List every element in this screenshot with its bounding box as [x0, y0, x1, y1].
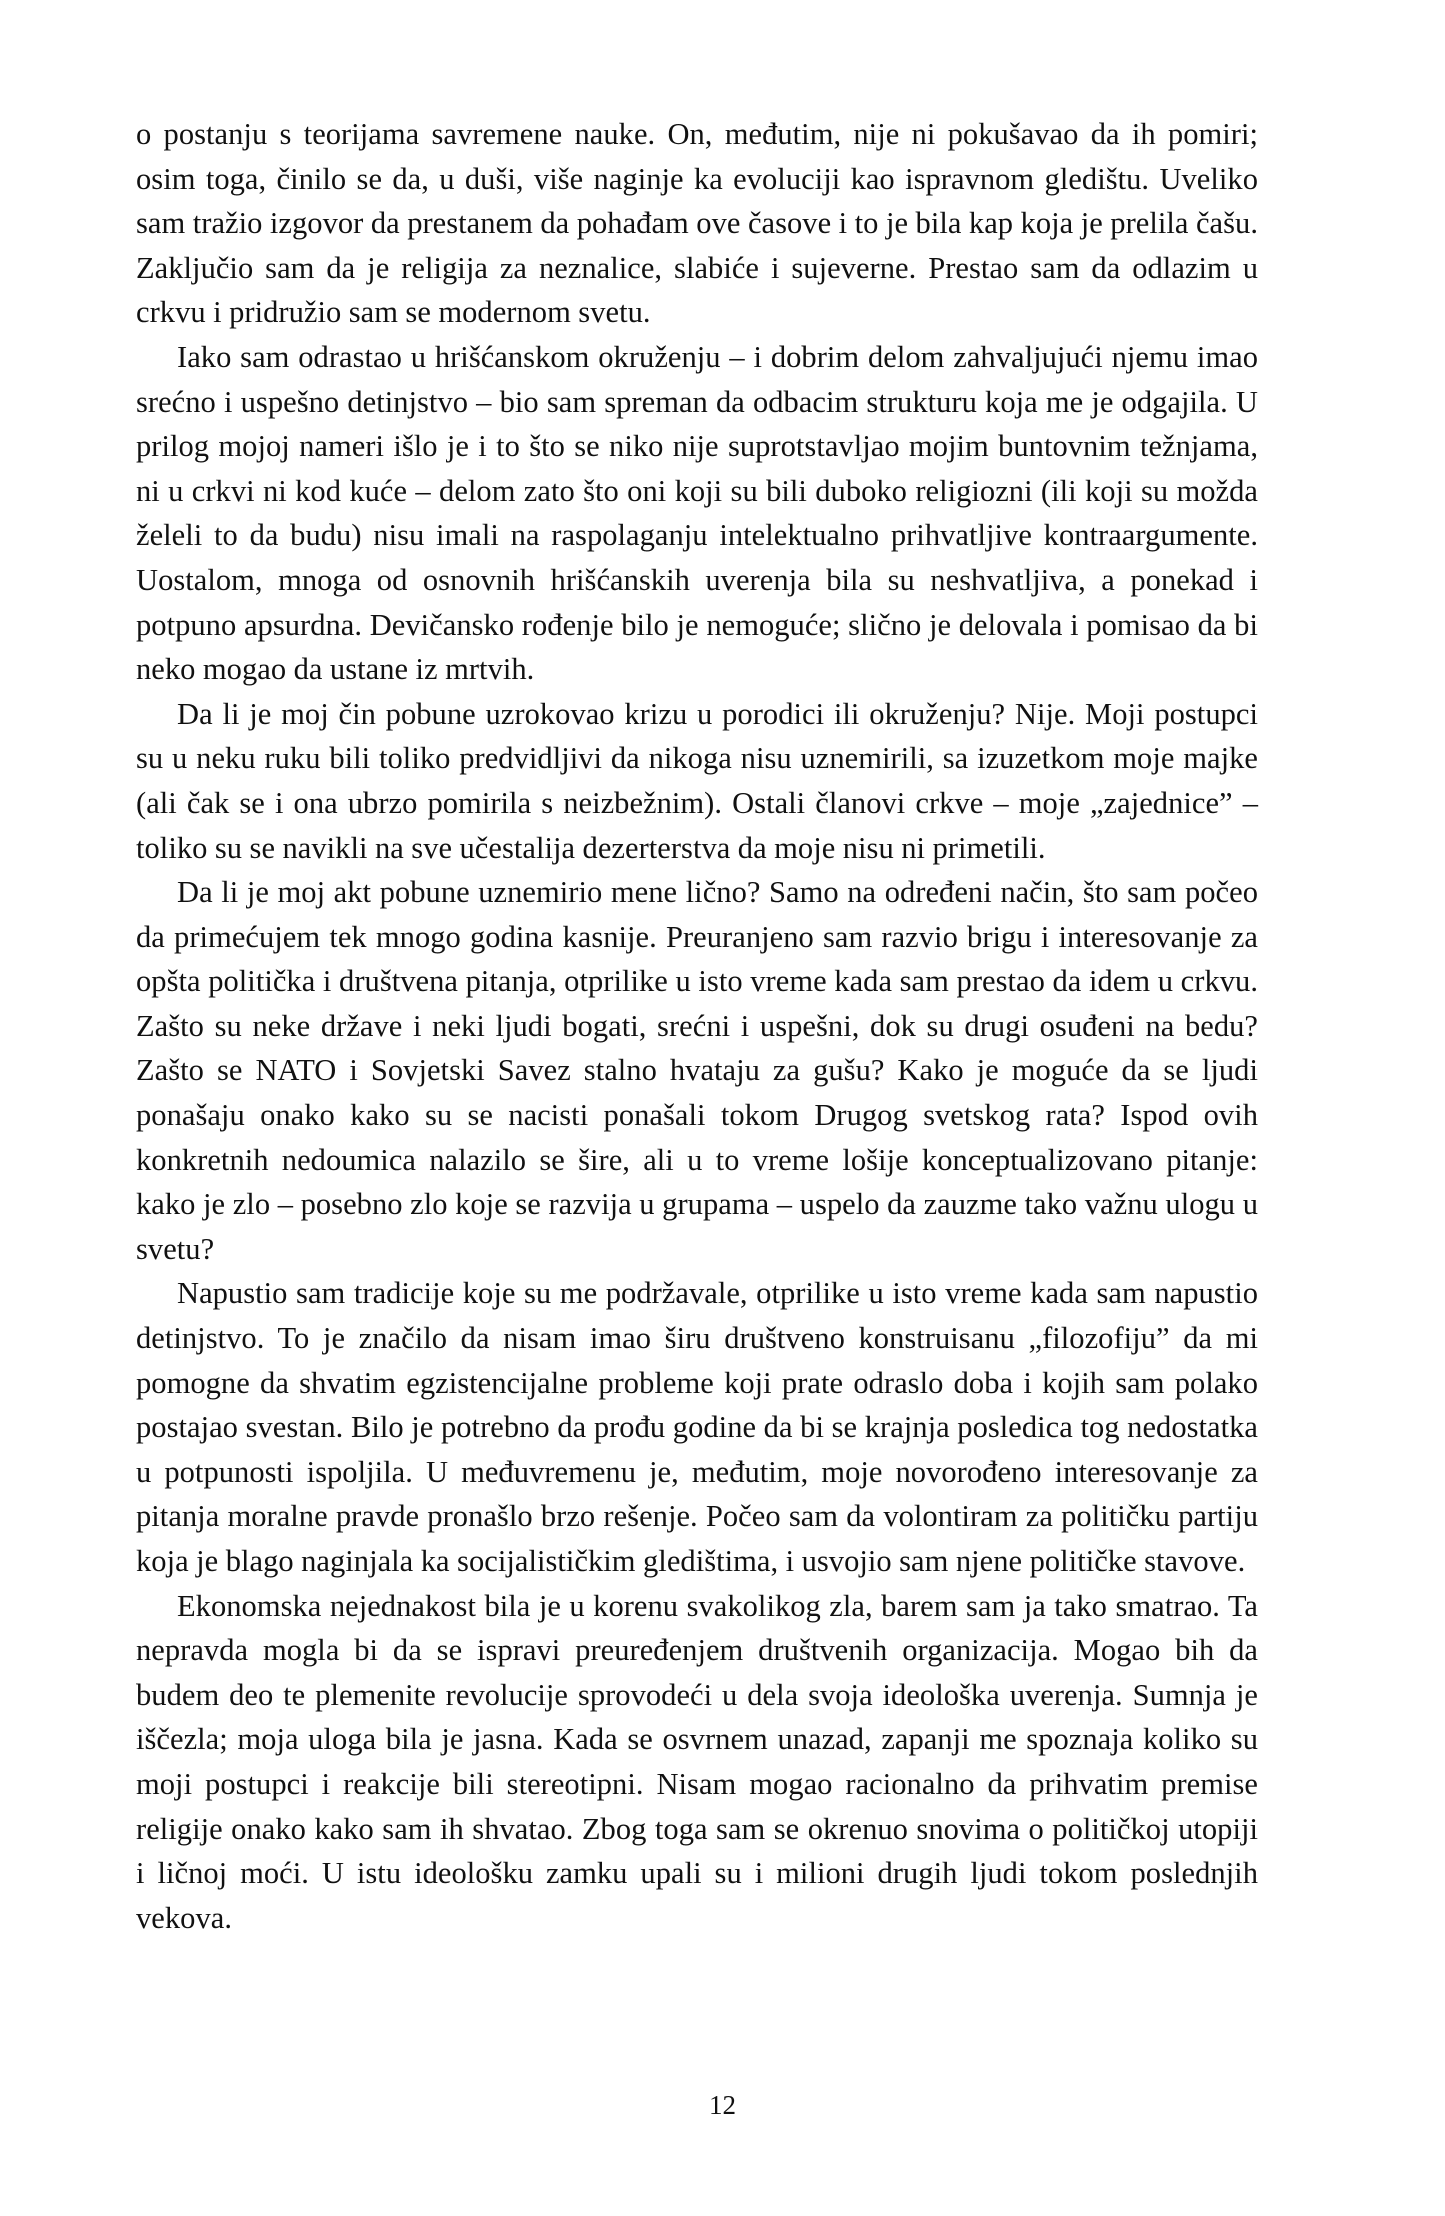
- paragraph-1: o postanju s teorijama savremene nauke. On, međutim, nije ni pokušavao da ih pomiri; osim toga, činilo se da, u duši, više naginje ka evoluciji kao ispravnom gledištu. Uveliko sam tražio izgovor da prestanem da pohađam ove časove i to je bila kap koja je prelila čašu. Zaključio sam da je religija za neznalice, slabiće i sujeverne. Prestao sam da odlazim u crkvu i pridružio sam se modernom svetu.: [136, 117, 1258, 330]
- paragraph-6: Ekonomska nejednakost bila je u korenu svakolikog zla, barem sam ja tako smatrao. Ta nepravda mogla bi da se ispravi preuređenjem društvenih organizacija. Mogao bih da budem deo te plemenite revolucije sprovodeći u dela svoja ideološka uverenja. Sumnja je iščezla; moja uloga bila je jasna. Kada se osvrnem unazad, zapanji me spoznaja koliko su moji postupci i reakcije bili stereotipni. Nisam mogao racionalno da prihvatim premise religije onako kako sam ih shvatao. Zbog toga sam se okrenuo snovima o političkoj utopiji i ličnoj moći. U istu ideološku zamku upali su i milioni drugih ljudi tokom poslednjih vekova.: [136, 1588, 1258, 1935]
- paragraph-3: Da li je moj čin pobune uzrokovao krizu u porodici ili okruženju? Nije. Moji postupci su u neku ruku bili toliko predvidljivi da nikoga nisu uznemirili, sa izuzetkom moje majke (ali čak se i ona ubrzo pomirila s neizbežnim). Ostali članovi crkve – moje „zajednice” – toliko su se navikli na sve učestalija dezerterstva da moje nisu ni primetili.: [136, 696, 1258, 865]
- paragraph-4: Da li je moj akt pobune uznemirio mene lično? Samo na određeni način, što sam počeo da primećujem tek mnogo godina kasnije. Preuranjeno sam razvio brigu i interesovanje za opšta politička i društvena pitanja, otprilike u isto vreme kada sam prestao da idem u crkvu. Zašto su neke države i neki ljudi bogati, srećni i uspešni, dok su drugi osuđeni na bedu? Zašto se NATO i Sovjetski Savez stalno hvataju za gušu? Kako je moguće da se ljudi ponašaju onako kako su se nacisti ponašali tokom Drugog svetskog rata? Ispod ovih konkretnih nedoumica nalazilo se šire, ali u to vreme lošije konceptualizovano pitanje: kako je zlo – posebno zlo koje se razvija u grupama – uspelo da zauzme tako važnu ulogu u svetu?: [136, 875, 1258, 1266]
- body-text-block: [136, 112, 1258, 1940]
- paragraph-2: Iako sam odrastao u hrišćanskom okruženju – i dobrim delom zahvaljujući njemu imao srećno i uspešno detinjstvo – bio sam spreman da odbacim strukturu koja me je odgajila. U prilog mojoj nameri išlo je i to što se niko nije suprotstavljao mojim buntovnim težnjama, ni u crkvi ni kod kuće – delom zato što oni koji su bili duboko religiozni (ili koji su možda želeli to da budu) nisu imali na raspolaganju intelektualno prihvatljive kontraargumente. Uostalom, mnoga od osnovnih hrišćanskih uverenja bila su neshvatljiva, a ponekad i potpuno apsurdna. Devičansko rođenje bilo je nemoguće; slično je delovala i pomisao da bi neko mogao da ustane iz mrtvih.: [136, 339, 1258, 687]
- page-number: 12: [709, 2090, 736, 2120]
- paragraph-5: Napustio sam tradicije koje su me podržavale, otprilike u isto vreme kada sam napustio detinjstvo. To je značilo da nisam imao širu društveno konstruisanu „filozofiju” da mi pomogne da shvatim egzistencijalne probleme koji prate odraslo doba i kojih sam polako postajao svestan. Bilo je potrebno da prođu godine da bi se krajnja posledica tog nedostatka u potpunosti ispoljila. U međuvremenu je, međutim, moje novorođeno interesovanje za pitanja moralne pravde pronašlo brzo rešenje. Počeo sam da volontiram za političku partiju koja je blago naginjala ka socijalističkim gledištima, i usvojio sam njene političke stavove.: [136, 1276, 1258, 1578]
